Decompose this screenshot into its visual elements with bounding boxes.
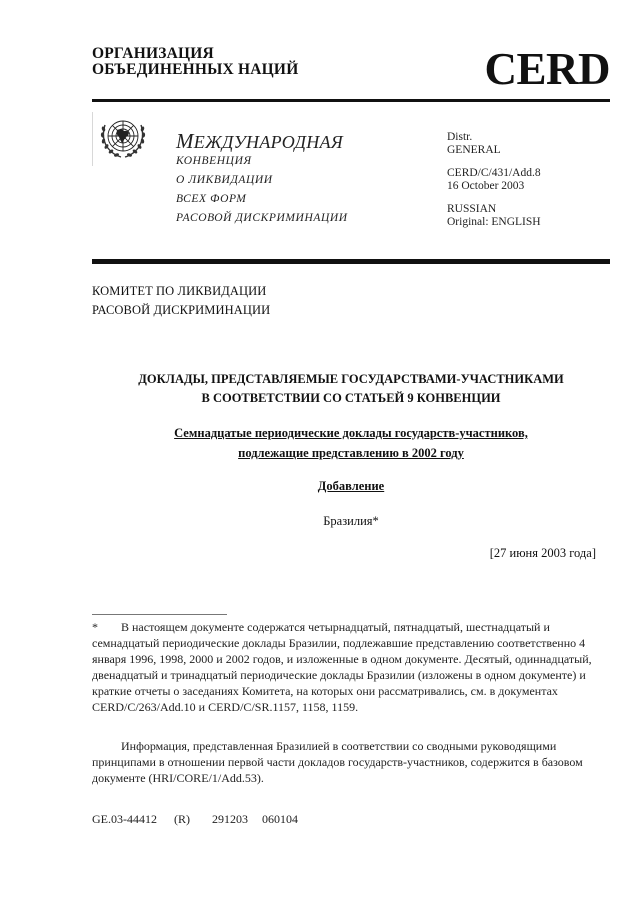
subtitle <box>92 423 610 463</box>
document-date: 16 October 2003 <box>447 180 525 192</box>
distribution-value: GENERAL <box>447 144 501 156</box>
job-date2: 060104 <box>262 812 298 826</box>
info-paragraph: Информация, представленная Бразилией в соответствии со сводными руководящими принципами в отношении первой части докладов государств-участников, содержится в базовом документе (HRI/CORE/1/Add.53). <box>92 739 583 785</box>
org-name-line2: ОБЪЕДИНЕННЫХ НАЦИЙ <box>92 61 299 78</box>
footnote-separator <box>92 614 227 615</box>
subtitle-line2: подлежащие представлению в 2002 году <box>238 446 464 460</box>
organization-name <box>92 46 298 78</box>
document-symbol: CERD/C/431/Add.8 <box>447 167 541 179</box>
header-thick-divider <box>92 259 610 264</box>
document-language: RUSSIAN <box>447 203 497 215</box>
committee-name <box>92 282 270 320</box>
distribution-label: Distr. <box>447 131 473 143</box>
footnote-marker: * <box>92 620 98 634</box>
subtitle-line1: Семнадцатые периодические доклады государств-участников, <box>174 426 528 440</box>
header-divider <box>92 99 610 102</box>
convention-line2: КОНВЕНЦИЯ <box>176 155 252 167</box>
org-name-line1: ОРГАНИЗАЦИЯ <box>92 45 214 62</box>
committee-line1: КОМИТЕТ ПО ЛИКВИДАЦИИ <box>92 284 267 298</box>
footnote <box>92 619 600 715</box>
addendum-heading: Добавление <box>317 479 385 493</box>
job-code <box>92 811 298 827</box>
convention-title <box>176 129 348 228</box>
footnote-text: В настоящем документе содержатся четырнадцатый, пятнадцатый, шестнадцатый и семнадцатый периодические доклады Бразилии, подлежавшие представлению соответственно 4 января 1996, 1998, 2000 и 2002 годов, и изложенные в одном документе. Десятый, одиннадцатый, двенадцатый и тринадцатый периодические доклады Бразилии (изложены в одном документе) и краткие отчеты о заседаниях Комитета, на которых они рассматривались, см. в документах CERD/C/263/Add.10 и CERD/C/SR.1157, 1158, 1159. <box>92 620 592 714</box>
committee-line2: РАСОВОЙ ДИСКРИМИНАЦИИ <box>92 303 271 317</box>
document-metadata <box>447 131 541 229</box>
convention-line3: О ЛИКВИДАЦИИ <box>176 174 273 186</box>
convention-line5: РАСОВОЙ ДИСКРИМИНАЦИИ <box>176 212 348 224</box>
main-title-line1: ДОКЛАДЫ, ПРЕДСТАВЛЯЕМЫЕ ГОСУДАРСТВАМИ-УЧАСТНИКАМИ <box>138 372 564 386</box>
job-date1: 291203 <box>212 812 248 826</box>
job-language-code: (R) <box>174 812 190 826</box>
document-series-symbol: CERD <box>484 44 610 94</box>
logo-frame-line <box>92 112 93 166</box>
report-date: [27 июня 2003 года] <box>489 546 596 560</box>
main-title-line2: В СООТВЕТСТВИИ СО СТАТЬЕЙ 9 КОНВЕНЦИИ <box>201 391 501 405</box>
country-name: Бразилия* <box>323 514 379 528</box>
original-language: Original: ENGLISH <box>447 216 541 228</box>
convention-line1: МЕЖДУНАРОДНАЯ <box>176 129 344 153</box>
main-title <box>92 370 610 408</box>
convention-line4: ВСЕХ ФОРМ <box>176 193 247 205</box>
un-emblem-icon <box>97 113 149 165</box>
job-number: GE.03-44412 <box>92 812 157 826</box>
